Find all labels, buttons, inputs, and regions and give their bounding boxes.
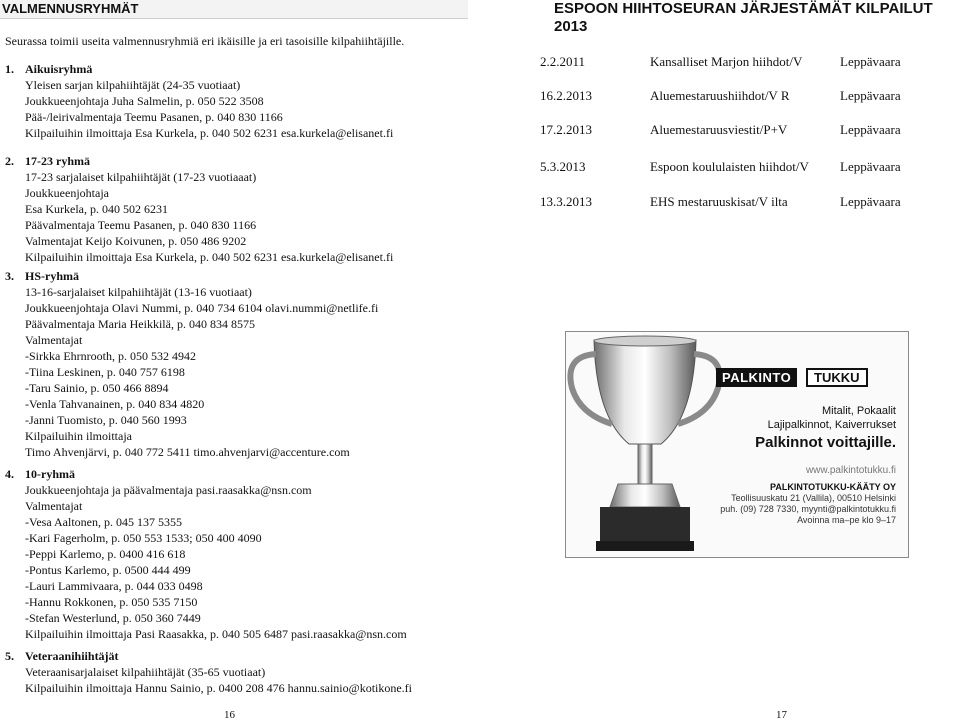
event-place: Leppävaara (840, 159, 901, 174)
group-line: -Hannu Rokkonen, p. 050 535 7150 (25, 595, 198, 609)
group-line: Joukkueenjohtaja Juha Salmelin, p. 050 522 3508 (25, 94, 264, 108)
group-line: -Venla Tahvanainen, p. 040 834 4820 (25, 397, 205, 411)
ad-headline: Palkinnot voittajille. (755, 434, 896, 451)
group-line: Valmentajat Keijo Koivunen, p. 050 486 9202 (25, 234, 247, 248)
ad-slogan (768, 404, 896, 432)
group-line: Valmentajat (25, 333, 83, 347)
right-page (470, 0, 960, 722)
intro-text: Seurassa toimii useita valmennusryhmiä eri ikäisille ja eri tasoisille kilpahiihtäjille. (5, 34, 405, 48)
group-number: 4. (5, 467, 14, 481)
event-name: Kansalliset Marjon hiihdot/V (650, 54, 803, 69)
company-line: Avoinna ma–pe klo 9–17 (797, 515, 896, 525)
group-line: Esa Kurkela, p. 040 502 6231 (25, 202, 168, 216)
group-line: -Kari Fagerholm, p. 050 553 1533; 050 400 4090 (25, 531, 262, 545)
event-place: Leppävaara (840, 122, 901, 137)
group-line: -Tiina Leskinen, p. 040 757 6198 (25, 365, 185, 379)
group-line: Pää-/leirivalmentaja Teemu Pasanen, p. 040 830 1166 (25, 110, 283, 124)
group-number: 2. (5, 154, 14, 168)
event-place: Leppävaara (840, 54, 901, 69)
group-line: Kilpailuihin ilmoittaja Esa Kurkela, p. 040 502 6231 esa.kurkela@elisanet.fi (25, 250, 394, 264)
event-name: Aluemestaruushiihdot/V R (650, 88, 790, 103)
page-number: 16 (224, 709, 235, 721)
group-line: Kilpailuihin ilmoittaja Esa Kurkela, p. 040 502 6231 esa.kurkela@elisanet.fi (25, 126, 394, 140)
company-line: Teollisuuskatu 21 (Vallila), 00510 Helsinki (731, 493, 896, 503)
event-date: 5.3.2013 (540, 159, 586, 174)
page-number: 17 (776, 709, 787, 721)
group-line: -Lauri Lammivaara, p. 044 033 0498 (25, 579, 203, 593)
group-line: -Taru Sainio, p. 050 466 8894 (25, 381, 169, 395)
brand-left: PALKINTO (716, 368, 797, 387)
event-date: 2.2.2011 (540, 54, 586, 69)
ad-website[interactable]: www.palkintotukku.fi (805, 465, 896, 476)
section-header: ESPOON HIIHTOSEURAN JÄRJESTÄMÄT KILPAILUT 2013 (554, 0, 933, 35)
event-name: Aluemestaruusviestit/P+V (650, 122, 788, 137)
company-name: PALKINTOTUKKU-KÄÄTY OY (770, 482, 896, 492)
group-line: Valmentajat (25, 499, 83, 513)
group-line: Päävalmentaja Teemu Pasanen, p. 040 830 1166 (25, 218, 257, 232)
group-line: Timo Ahvenjärvi, p. 040 772 5411 timo.ahvenjarvi@accenture.com (25, 445, 350, 459)
left-page (0, 0, 470, 722)
section-header: VALMENNUSRYHMÄT (0, 0, 468, 19)
group-title: 10-ryhmä (25, 467, 75, 481)
brand-right: TUKKU (806, 368, 868, 387)
event-date: 17.2.2013 (540, 122, 592, 137)
group-title: Veteraanihiihtäjät (25, 649, 119, 663)
group-line: 13-16-sarjalaiset kilpahiihtäjät (13-16 vuotiaat) (25, 285, 252, 299)
group-line: -Peppi Karlemo, p. 0400 416 618 (25, 547, 186, 561)
group-line: Kilpailuihin ilmoittaja Hannu Sainio, p. 0400 208 476 hannu.sainio@kotikone.fi (25, 681, 413, 695)
event-name: EHS mestaruuskisat/V ilta (650, 194, 788, 209)
group-title: HS-ryhmä (25, 269, 79, 283)
group-line: -Vesa Aaltonen, p. 045 137 5355 (25, 515, 182, 529)
group-line: Kilpailuihin ilmoittaja (25, 429, 132, 443)
group-title: 17-23 ryhmä (25, 154, 90, 168)
ad-company (720, 482, 896, 526)
group-line: -Janni Tuomisto, p. 040 560 1993 (25, 413, 187, 427)
event-place: Leppävaara (840, 88, 901, 103)
slogan-line: Lajipalkinnot, Kaiverrukset (767, 419, 896, 431)
group-line: -Sirkka Ehrnrooth, p. 050 532 4942 (25, 349, 196, 363)
group-line: Joukkueenjohtaja Olavi Nummi, p. 040 734 6104 olavi.nummi@netlife.fi (25, 301, 379, 315)
group-title: Aikuisryhmä (25, 62, 93, 76)
event-name: Espoon koululaisten hiihdot/V (650, 159, 809, 174)
group-line: Yleisen sarjan kilpahiihtäjät (24-35 vuotiaat) (25, 78, 241, 92)
group-line: Joukkueenjohtaja ja päävalmentaja pasi.raasakka@nsn.com (25, 483, 312, 497)
event-date: 13.3.2013 (540, 194, 592, 209)
group-line: -Stefan Westerlund, p. 050 360 7449 (25, 611, 201, 625)
slogan-line: Mitalit, Pokaalit (822, 405, 896, 417)
event-date: 16.2.2013 (540, 88, 592, 103)
advertisement (565, 331, 909, 558)
group-line: -Pontus Karlemo, p. 0500 444 499 (25, 563, 191, 577)
group-number: 5. (5, 649, 14, 663)
group-number: 1. (5, 62, 14, 76)
group-line: Kilpailuihin ilmoittaja Pasi Raasakka, p. 040 505 6487 pasi.raasakka@nsn.com (25, 627, 407, 641)
group-line: Joukkueenjohtaja (25, 186, 109, 200)
group-line: Veteraanisarjalaiset kilpahiihtäjät (35-65 vuotiaat) (25, 665, 266, 679)
group-number: 3. (5, 269, 14, 283)
event-place: Leppävaara (840, 194, 901, 209)
group-line: Päävalmentaja Maria Heikkilä, p. 040 834 8575 (25, 317, 255, 331)
company-line: puh. (09) 728 7330, myynti@palkintotukku.fi (720, 504, 896, 514)
group-line: 17-23 sarjalaiset kilpahiihtäjät (17-23 vuotiaaat) (25, 170, 257, 184)
